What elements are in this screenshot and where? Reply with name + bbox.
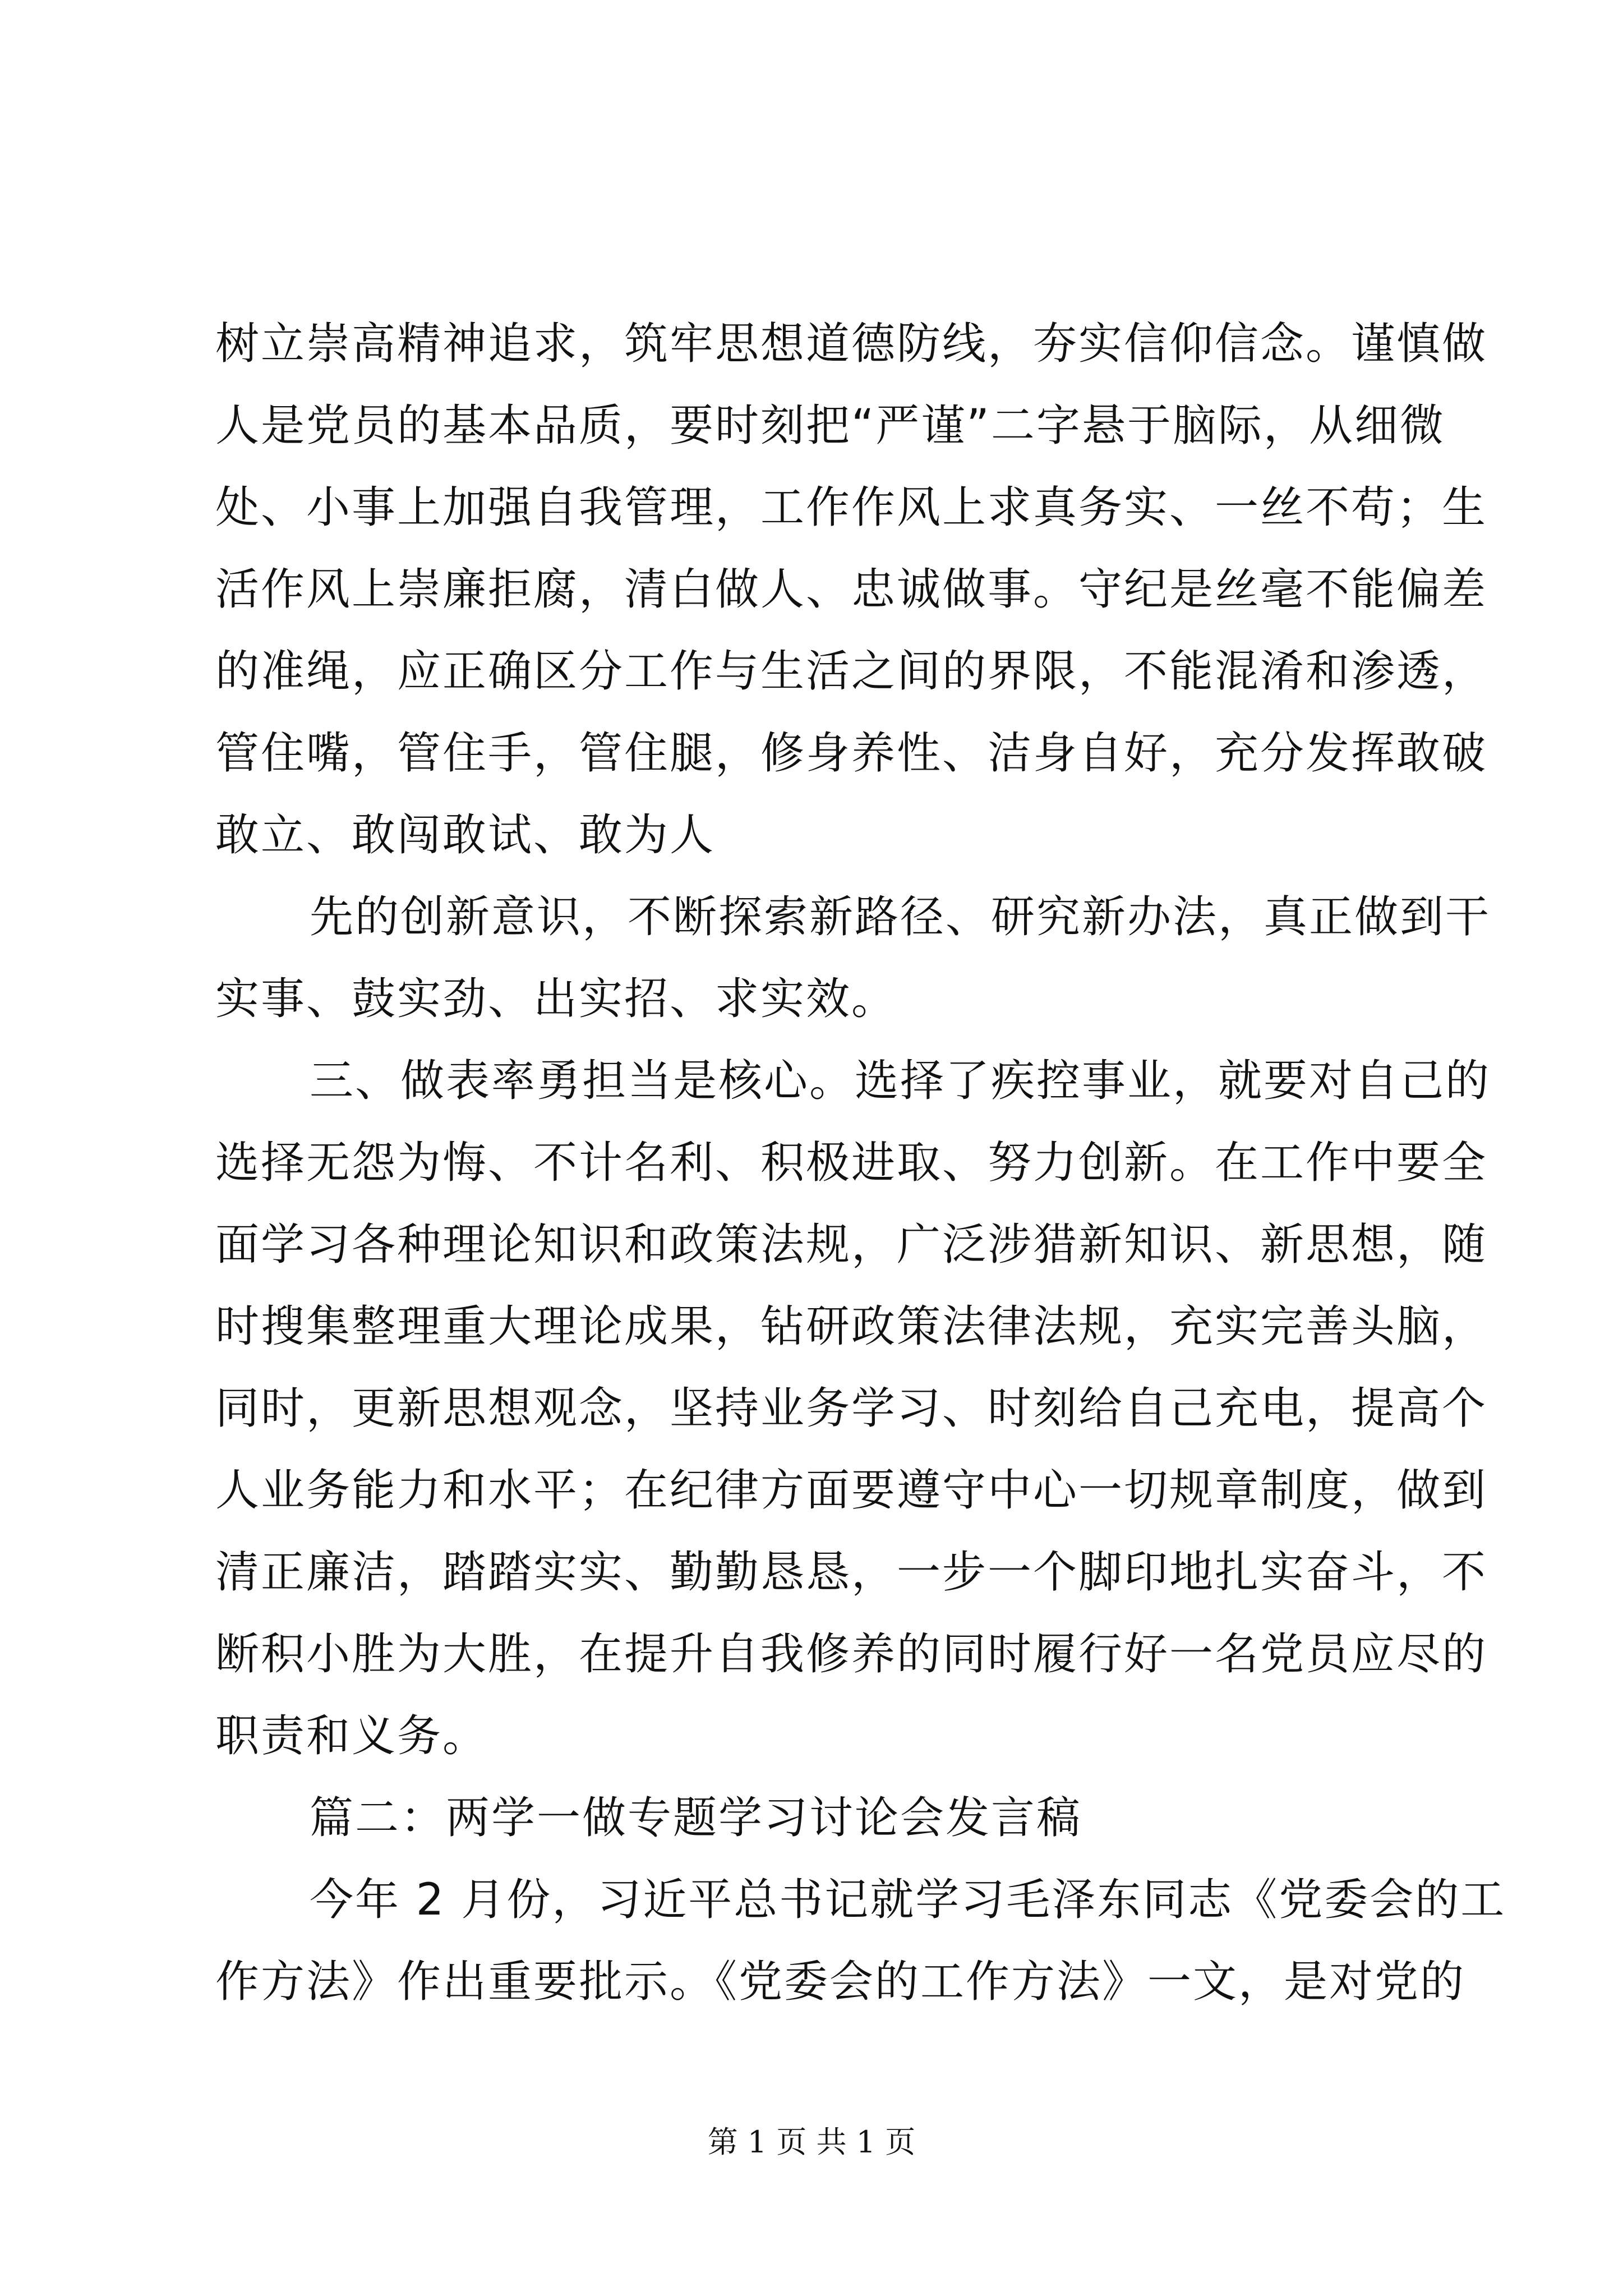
paragraph-start-line: 先的创新意识，不断探索新路径、研究新办法，真正做到干 xyxy=(310,892,1491,942)
text-line: 敢立、敢闯敢试、敢为人 xyxy=(215,810,716,861)
document-body xyxy=(215,303,1506,2023)
paragraph-start-line: 今年 2 月份，习近平总书记就学习毛泽东同志《党委会的工 xyxy=(310,1875,1506,1925)
text-line: 清正廉洁，踏踏实实、勤勤恳恳，一步一个脚印地扎实奋斗，不 xyxy=(215,1547,1488,1598)
text-line: 处、小事上加强自我管理，工作作风上求真务实、一丝不苟；生 xyxy=(215,482,1488,533)
text-line: 同时，更新思想观念，坚持业务学习、时刻给自己充电，提高个 xyxy=(215,1383,1488,1434)
text-line: 作方法》作出重要批示。《党委会的工作方法》一文，是对党的 xyxy=(215,1957,1466,2007)
text-line: 断积小胜为大胜，在提升自我修养的同时履行好一名党员应尽的 xyxy=(215,1629,1488,1680)
text-line: 的准绳，应正确区分工作与生活之间的界限，不能混淆和渗透， xyxy=(215,646,1488,697)
text-line: 实事、鼓实劲、出实招、求实效。 xyxy=(215,974,897,1024)
text-line: 职责和义务。 xyxy=(215,1711,488,1761)
text-line: 选择无怨为悔、不计名利、积极进取、努力创新。在工作中要全 xyxy=(215,1138,1488,1188)
text-line: 面学习各种理论知识和政策法规，广泛涉猎新知识、新思想，随 xyxy=(215,1220,1488,1270)
text-line: 树立崇高精神追求，筑牢思想道德防线，夯实信仰信念。谨慎做 xyxy=(215,319,1488,369)
text-line: 活作风上崇廉拒腐，清白做人、忠诚做事。守纪是丝毫不能偏差 xyxy=(215,564,1488,615)
section-heading: 篇二：两学一做专题学习讨论会发言稿 xyxy=(310,1793,1082,1843)
text-line: 人业务能力和水平；在纪律方面要遵守中心一切规章制度，做到 xyxy=(215,1465,1488,1516)
paragraph-start-line: 三、做表率勇担当是核心。选择了疾控事业，就要对自己的 xyxy=(310,1056,1491,1106)
text-line: 管住嘴，管住手，管住腿，修身养性、洁身自好，充分发挥敢破 xyxy=(215,728,1488,779)
text-line: 时搜集整理重大理论成果，钻研政策法律法规，充实完善头脑， xyxy=(215,1301,1488,1352)
page-number-footer: 第 1 页 共 1 页 xyxy=(707,2124,916,2160)
text-line: 人是党员的基本品质，要时刻把“严谨”二字悬于脑际，从细微 xyxy=(215,401,1445,451)
